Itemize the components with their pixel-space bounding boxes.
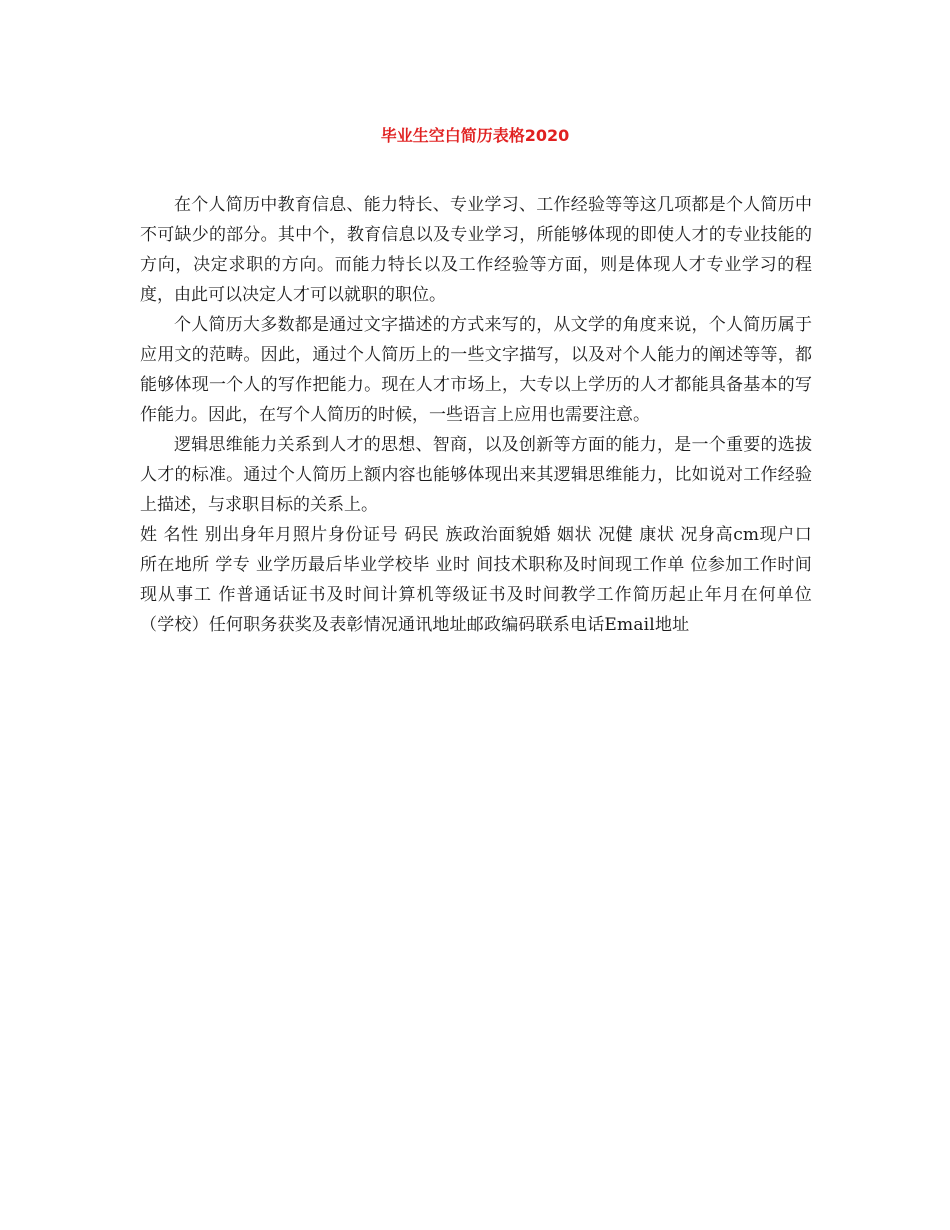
paragraph-3: 逻辑思维能力关系到人才的思想、智商，以及创新等方面的能力，是一个重要的选拔人才的标准。通过个人简历上额内容也能够体现出来其逻辑思维能力，比如说对工作经验上描述，与求职目标的关系上。 — [140, 435, 812, 515]
document-title: 毕业生空白简历表格2020 — [380, 126, 570, 145]
document-body — [140, 190, 812, 640]
paragraph-2: 个人简历大多数都是通过文字描述的方式来写的，从文学的角度来说，个人简历属于应用文的范畴。因此，通过个人简历上的一些文字描写，以及对个人能力的阐述等等，都能够体现一个人的写作把能力。现在人才市场上，大专以上学历的人才都能具备基本的写作能力。因此，在写个人简历的时候，一些语言上应用也需要注意。 — [140, 315, 812, 425]
paragraph-1: 在个人简历中教育信息、能力特长、专业学习、工作经验等等这几项都是个人简历中不可缺少的部分。其中个，教育信息以及专业学习，所能够体现的即使人才的专业技能的方向，决定求职的方向。而能力特长以及工作经验等方面，则是体现人才专业学习的程度，由此可以决定人才可以就职的职位。 — [140, 195, 812, 305]
resume-form-fields: 姓 名性 别出身年月照片身份证号 码民 族政治面貌婚 姻状 况健 康状 况身高cm现户口所在地所 学专 业学历最后毕业学校毕 业时 间技术职称及时间现工作单 位参加工作时间现从事工 作普通话证书及时间计算机等级证书及时间教学工作简历起止年月在何单位（学校）任何职务获奖及表彰情况通讯地址邮政编码联系电话Email地址 — [140, 525, 812, 635]
